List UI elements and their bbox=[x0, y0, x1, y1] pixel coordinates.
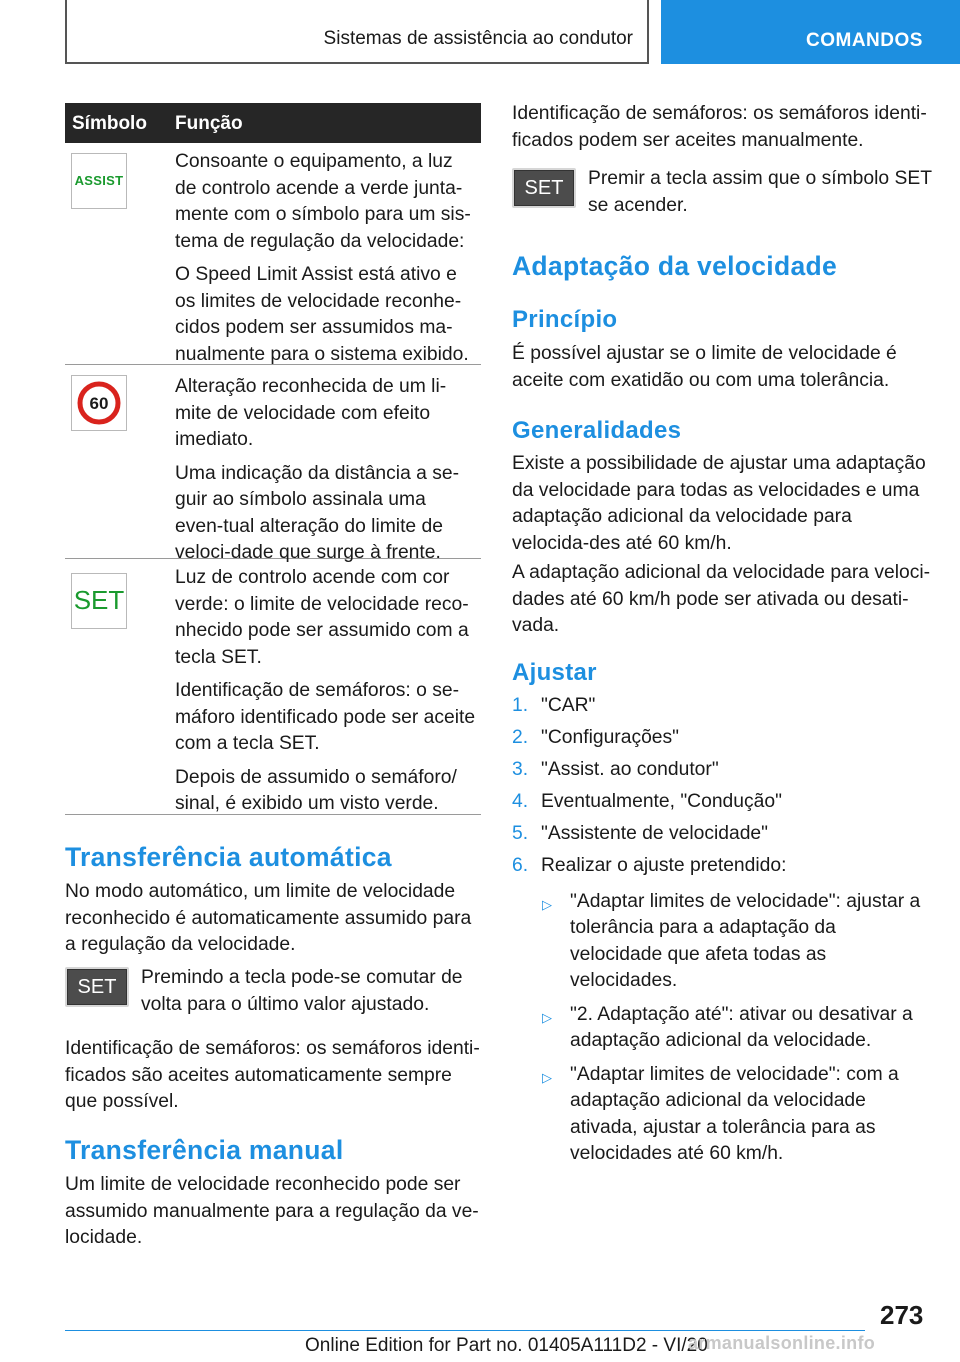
table-header bbox=[65, 103, 481, 143]
adjust-steps-list bbox=[512, 693, 932, 1175]
step-number: 4. bbox=[512, 791, 529, 812]
general-text: A adaptação adicional da velocidade para veloci-dades até 60 km/h pode ser ativada ou desati-vada. bbox=[512, 562, 931, 636]
step-text: "Assistente de velocidade" bbox=[541, 823, 768, 844]
function-text: Depois de assumido o semáforo/ sinal, é exibido um visto verde. bbox=[175, 766, 457, 814]
table-row bbox=[65, 365, 481, 563]
assist-icon bbox=[71, 153, 127, 209]
step-number: 5. bbox=[512, 823, 529, 844]
triangle-bullet-icon: ▷ bbox=[542, 896, 552, 912]
sub-list-item bbox=[512, 1062, 932, 1168]
set-key-icon bbox=[512, 168, 576, 208]
header-chapter-label: COMANDOS bbox=[806, 30, 923, 51]
sub-step-text: "Adaptar limites de velocidade": ajustar a tolerância para a adaptação da velocidade que afeta todas as velocidades. bbox=[570, 890, 921, 991]
list-item bbox=[512, 757, 932, 784]
set-key-label: SET bbox=[77, 975, 117, 998]
speed-limit-sign-graphic bbox=[72, 376, 126, 430]
sub-step-text: "2. Adaptação até": ativar ou desativar a adaptação adicional da velocidade. bbox=[570, 1003, 913, 1051]
sub-list-item bbox=[512, 889, 932, 995]
step-text: Realizar o ajuste pretendido: bbox=[541, 855, 787, 876]
footer-edition: Online Edition for Part no. 01405A111D2 - VI/20 bbox=[305, 1335, 708, 1356]
sub-step-text: "Adaptar limites de velocidade": com a adaptação adicional da velocidade ativada, ajustar a tolerância para as velocidades até 60 km/h. bbox=[570, 1063, 899, 1164]
list-item bbox=[512, 693, 932, 720]
speed-limit-value: 60 bbox=[89, 394, 109, 413]
manual-traffic-light-text: Identificação de semáforos: os semáforos identi-ficados podem ser aceites manualmente. bbox=[512, 103, 927, 151]
header-section-box bbox=[65, 0, 649, 64]
principle-heading: Princípio bbox=[512, 306, 618, 333]
list-item bbox=[512, 821, 932, 848]
set-key-label: SET bbox=[524, 176, 564, 199]
manual-set-key-text: Premir a tecla assim que o símbolo SET se acender. bbox=[588, 168, 932, 216]
triangle-bullet-icon: ▷ bbox=[542, 1009, 552, 1025]
set-indicator-label: SET bbox=[73, 585, 125, 615]
auto-transfer-text: No modo automático, um limite de velocidade reconhecido é automaticamente assumido para a regulação da velocidade. bbox=[65, 881, 472, 955]
triangle-bullet-icon: ▷ bbox=[542, 1069, 552, 1085]
step-text: "Configurações" bbox=[541, 727, 680, 748]
auto-transfer-heading: Transferência automática bbox=[65, 842, 392, 872]
step-text: "CAR" bbox=[541, 695, 596, 716]
general-text: Existe a possibilidade de ajustar uma adaptação da velocidade para todas as velocidades e uma adaptação adicional da velocidade para velocida-des até 60 km/h. bbox=[512, 453, 926, 554]
auto-traffic-light-text: Identificação de semáforos: os semáforos identi-ficados são aceites automaticamente sempre que possível. bbox=[65, 1038, 480, 1112]
table-row bbox=[65, 143, 481, 365]
function-text: Identificação de semáforos: o se-máforo identificado pode ser aceite com a tecla SET. bbox=[175, 680, 476, 754]
watermark: armanualsonline.info bbox=[688, 1333, 876, 1353]
function-text: Alteração reconhecida de um li-mite de velocidade com efeito imediato. bbox=[175, 376, 447, 450]
function-text: Luz de controlo acende com cor verde: o limite de velocidade reco-nhecido pode ser assumido com a tecla SET. bbox=[175, 567, 469, 668]
auto-set-key-row bbox=[65, 965, 480, 1021]
general-heading: Generalidades bbox=[512, 417, 682, 444]
footer-divider bbox=[65, 1330, 865, 1331]
step-number: 3. bbox=[512, 759, 529, 780]
manual-transfer-heading: Transferência manual bbox=[65, 1135, 344, 1165]
speed-adaptation-heading: Adaptação da velocidade bbox=[512, 251, 838, 281]
adjust-heading: Ajustar bbox=[512, 659, 597, 686]
step-text: "Assist. ao condutor" bbox=[541, 759, 719, 780]
list-item bbox=[512, 725, 932, 752]
set-key-icon bbox=[65, 967, 129, 1007]
speed-limit-60-icon bbox=[71, 375, 127, 431]
page-number: 273 bbox=[880, 1300, 924, 1330]
header-chapter-tab[interactable] bbox=[661, 0, 960, 64]
auto-set-key-text: Premindo a tecla pode-se comutar de volta para o último valor ajustado. bbox=[141, 967, 463, 1015]
function-text: O Speed Limit Assist está ativo e os limites de velocidade reconhe-cidos podem ser assumidos ma-nualmente para o sistema exibido. bbox=[175, 264, 469, 365]
function-text: Consoante o equipamento, a luz de controlo acende a verde junta-mente com o símbolo para um sis-tema de regulação da velocidade: bbox=[175, 151, 471, 252]
header-section-title: Sistemas de assistência ao condutor bbox=[323, 28, 633, 49]
step-number: 2. bbox=[512, 727, 529, 748]
step-text: Eventualmente, "Condução" bbox=[541, 791, 782, 812]
manual-transfer-text: Um limite de velocidade reconhecido pode ser assumido manualmente para a regulação da ve-locidade. bbox=[65, 1174, 479, 1248]
set-indicator-icon bbox=[71, 573, 127, 629]
col-function-header: Função bbox=[175, 113, 243, 134]
step-number: 1. bbox=[512, 695, 529, 716]
sub-list-item bbox=[512, 1002, 932, 1055]
table-row bbox=[65, 559, 481, 815]
principle-text: É possível ajustar se o limite de velocidade é aceite com exatidão ou com uma tolerância. bbox=[512, 343, 897, 391]
list-item bbox=[512, 789, 932, 816]
function-text: Uma indicação da distância a se-guir ao símbolo assinala uma even-tual alteração do limite de veloci-dade que surge à frente. bbox=[175, 462, 460, 563]
manual-set-key-row bbox=[512, 166, 932, 222]
step-number: 6. bbox=[512, 855, 529, 876]
col-symbol-header: Símbolo bbox=[72, 113, 147, 134]
assist-icon-label: ASSIST bbox=[74, 173, 124, 188]
list-item bbox=[512, 853, 932, 880]
symbol-function-table bbox=[65, 103, 481, 815]
